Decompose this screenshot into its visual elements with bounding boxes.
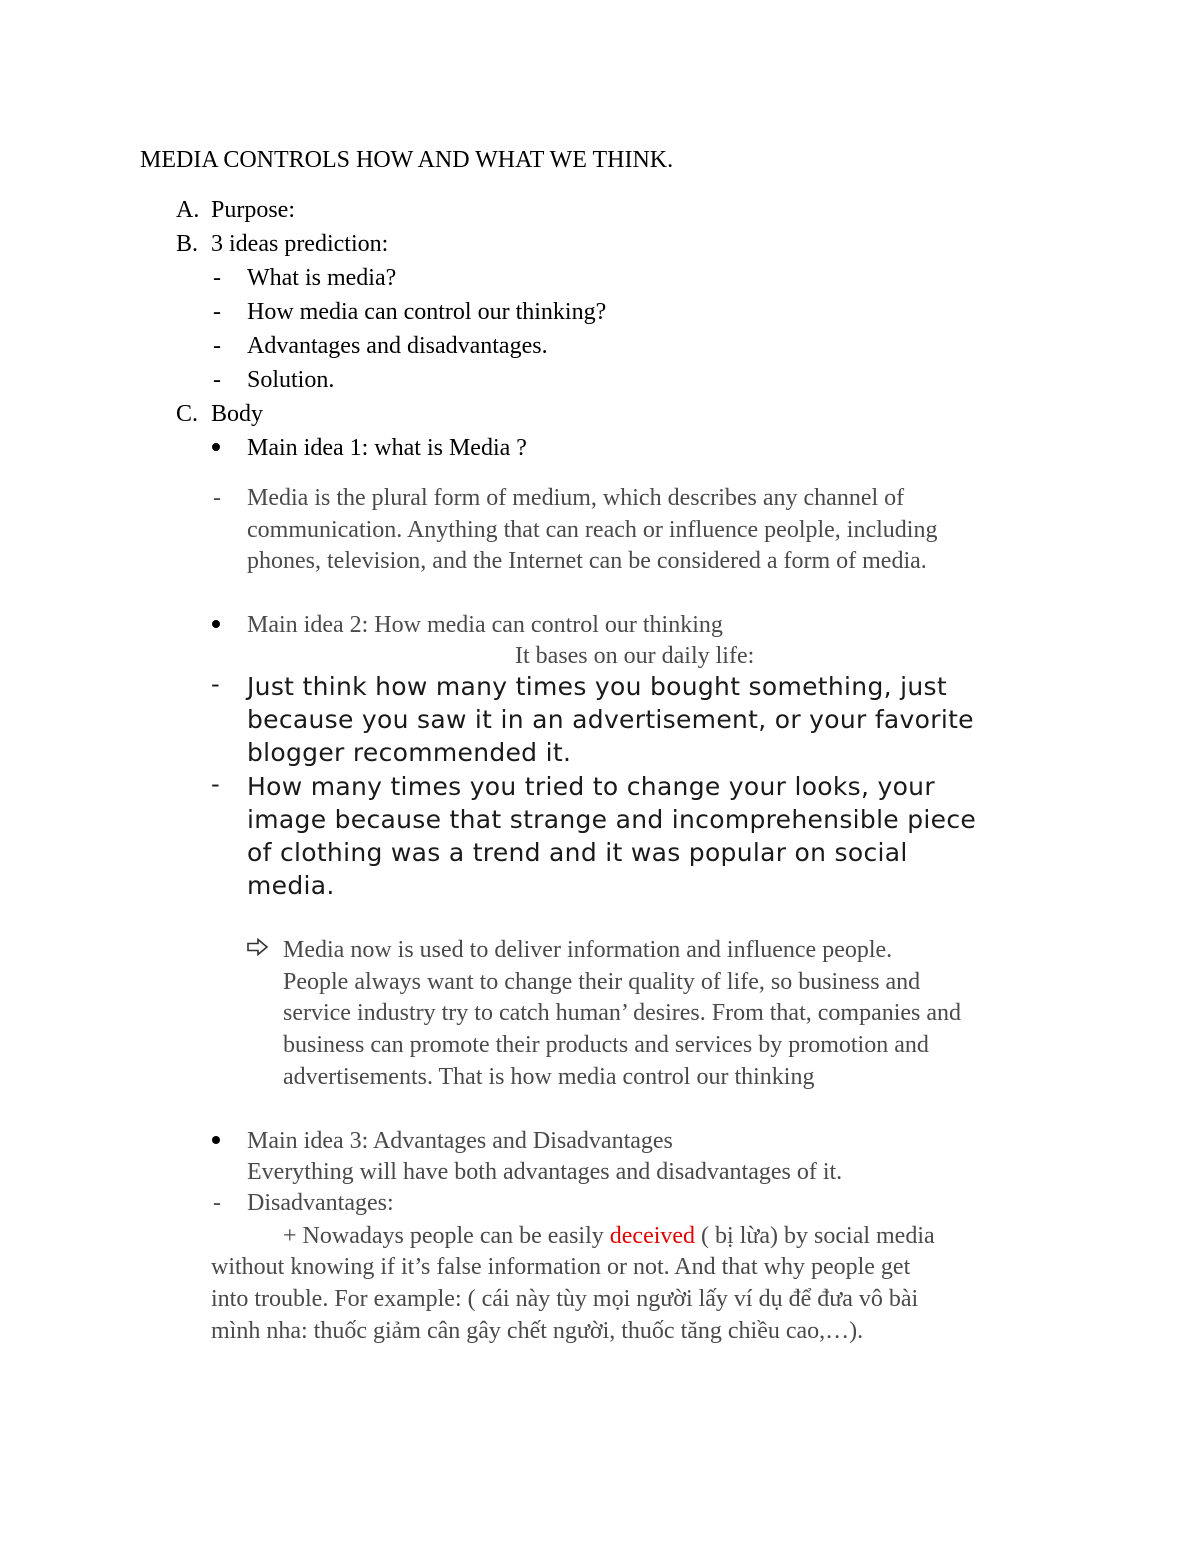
prediction-item: Advantages and disadvantages.: [247, 333, 548, 359]
dash-marker: -: [213, 1190, 221, 1216]
dash-marker: -: [211, 770, 220, 798]
idea2-bullet1-line: blogger recommended it.: [247, 738, 572, 767]
idea2-heading: Main idea 2: How media can control our thinking: [247, 612, 723, 638]
idea2-bullet2-line: How many times you tried to change your looks, your: [247, 772, 935, 801]
idea2-bullet2-line: of clothing was a trend and it was popular on social: [247, 838, 908, 867]
disadvantages-paragraph-line: mình nha: thuốc giảm cân gây chết người, thuốc tăng chiều cao,…).: [211, 1318, 864, 1344]
idea3-subheading: Everything will have both advantages and disadvantages of it.: [247, 1159, 843, 1185]
dash-marker: -: [213, 265, 221, 291]
prediction-item: Solution.: [247, 367, 335, 393]
prediction-item: How media can control our thinking?: [247, 299, 607, 325]
dash-marker: -: [213, 299, 221, 325]
disadvantages-label: Disadvantages:: [247, 1190, 394, 1216]
disadvantages-paragraph-first-line: [283, 1222, 935, 1250]
idea3-heading: Main idea 3: Advantages and Disadvantages: [247, 1128, 673, 1154]
idea2-subheading: It bases on our daily life:: [515, 643, 755, 669]
section-b-text: 3 ideas prediction:: [211, 231, 389, 257]
idea2-conclusion-line: advertisements. That is how media control our thinking: [283, 1064, 815, 1090]
document-title: MEDIA CONTROLS HOW AND WHAT WE THINK.: [140, 147, 674, 173]
idea1-line: communication. Anything that can reach or influence peolple, including: [247, 517, 938, 543]
dash-marker: -: [213, 485, 221, 511]
idea2-bullet1-line: because you saw it in an advertisement, or your favorite: [247, 705, 974, 734]
disadvantages-paragraph-line: into trouble. For example: ( cái này tùy mọi người lấy ví dụ để đưa vô bài: [211, 1286, 919, 1312]
idea1-line: Media is the plural form of medium, which describes any channel of: [247, 485, 905, 511]
bullet-dot: [212, 1136, 220, 1144]
disadvantages-paragraph-line: without knowing if it’s false information or not. And that why people get: [211, 1254, 911, 1280]
idea2-conclusion-line: service industry try to catch human’ desires. From that, companies and: [283, 1000, 962, 1026]
idea2-bullet2-line: media.: [247, 871, 335, 900]
bullet-dot: [212, 620, 220, 628]
idea1-line: phones, television, and the Internet can be considered a form of media.: [247, 548, 927, 574]
idea2-bullet2-line: image because that strange and incomprehensible piece: [247, 805, 977, 834]
arrow-right-icon: [247, 938, 269, 956]
section-c-marker: C.: [176, 401, 199, 427]
bullet-dot: [212, 443, 220, 451]
idea1-heading: Main idea 1: what is Media ?: [247, 435, 527, 461]
paragraph-text: + Nowadays people can be easily: [283, 1223, 610, 1249]
dash-marker: -: [213, 367, 221, 393]
dash-marker: -: [211, 670, 220, 698]
idea2-conclusion-line: Media now is used to deliver information and influence people.: [283, 937, 893, 963]
paragraph-text: ( bị lừa) by social media: [695, 1223, 935, 1249]
section-a-text: Purpose:: [211, 197, 295, 223]
section-c-text: Body: [211, 401, 264, 427]
section-b-marker: B.: [176, 231, 199, 257]
dash-marker: -: [213, 333, 221, 359]
idea2-conclusion-line: People always want to change their quality of life, so business and: [283, 969, 921, 995]
idea2-conclusion-line: business can promote their products and services by promotion and: [283, 1032, 929, 1058]
highlight-word: deceived: [609, 1223, 696, 1249]
idea2-bullet1-line: Just think how many times you bought something, just: [247, 672, 947, 701]
section-a-marker: A.: [176, 197, 200, 223]
prediction-item: What is media?: [247, 265, 397, 291]
